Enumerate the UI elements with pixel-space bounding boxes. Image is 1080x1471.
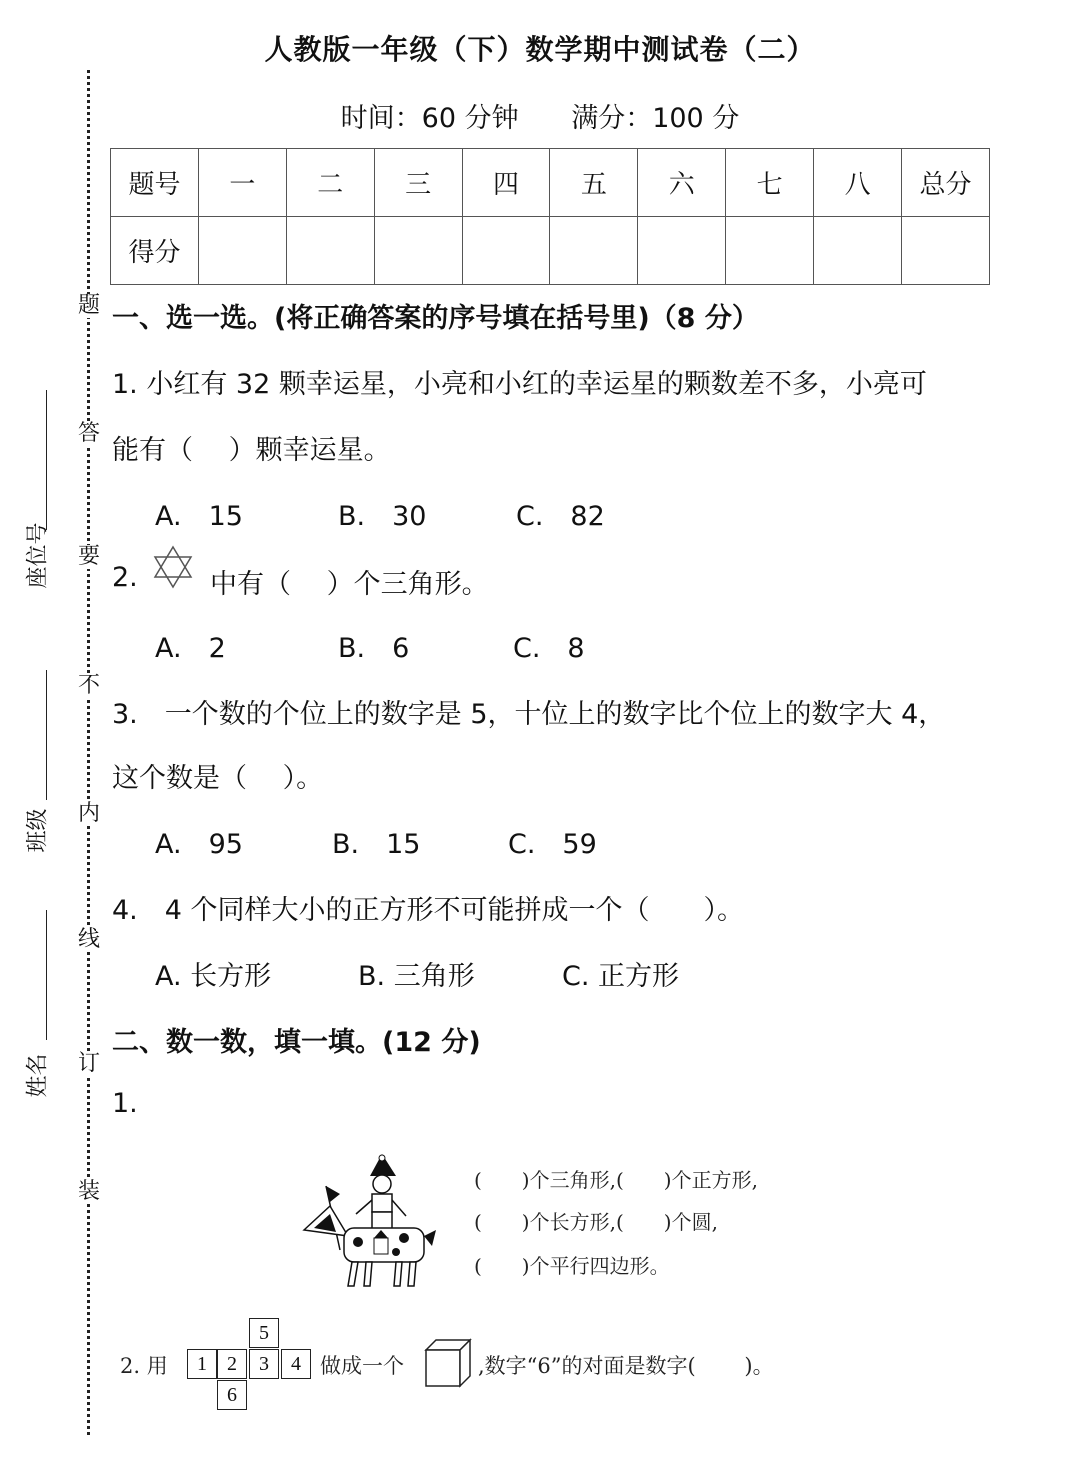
question-number: 2.: [112, 562, 138, 593]
score-table: [110, 148, 990, 285]
question-text: 能有（ ）颗幸运星。: [112, 435, 391, 466]
score-header-cell: 一: [198, 149, 286, 217]
star-of-david-icon: [152, 545, 194, 589]
score-header-cell: 总分: [902, 149, 990, 217]
cube-icon: [424, 1338, 472, 1388]
score-input-cell[interactable]: [550, 217, 638, 285]
section-heading: 一、选一选。(将正确答案的序号填在括号里)（8 分）: [112, 303, 759, 334]
option-b[interactable]: B. 三角形: [358, 961, 475, 992]
option-c[interactable]: C. 8: [513, 633, 585, 664]
shapes-figure-image: [300, 1150, 440, 1296]
question-text: 中有（ ）个三角形。: [210, 569, 489, 600]
net-cell: 3: [249, 1349, 279, 1379]
net-cell: 5: [249, 1318, 279, 1348]
binding-char: 不: [77, 673, 100, 698]
binding-char: 答: [77, 421, 100, 446]
question-text: 1. 小红有 32 颗幸运星，小亮和小红的幸运星的颗数差不多，小亮可: [112, 369, 927, 400]
question-text: ,数字“6”的对面是数字( )。: [478, 1354, 774, 1378]
score-header-cell: 五: [550, 149, 638, 217]
fill-blank-line: ( )个平行四边形。: [474, 1254, 670, 1278]
score-header-cell: 七: [726, 149, 814, 217]
score-header-cell: 四: [462, 149, 550, 217]
binding-char: 订: [77, 1051, 100, 1076]
question-text: 做成一个: [320, 1354, 404, 1378]
page-title: 人教版一年级（下）数学期中测试卷（二）: [264, 33, 816, 66]
score-input-cell[interactable]: [814, 217, 902, 285]
name-label: 姓名: [25, 1053, 51, 1098]
class-label: 班级: [25, 808, 51, 853]
option-b[interactable]: B. 30: [338, 501, 427, 532]
question-text: 3. 一个数的个位上的数字是 5，十位上的数字比个位上的数字大 4，: [112, 699, 946, 730]
score-input-cell[interactable]: [462, 217, 550, 285]
option-a[interactable]: A. 95: [155, 829, 243, 860]
seat-number-blank[interactable]: [46, 390, 47, 530]
binding-char: 要: [77, 544, 100, 569]
score-input-cell[interactable]: [286, 217, 374, 285]
option-c[interactable]: C. 59: [508, 829, 597, 860]
binding-char: 题: [77, 293, 100, 318]
fill-blank-line: ( )个三角形,( )个正方形,: [474, 1168, 758, 1192]
score-header-cell: 六: [638, 149, 726, 217]
score-row-label: 得分: [111, 217, 199, 285]
score-header-cell: 二: [286, 149, 374, 217]
score-table-score-row: [111, 217, 990, 285]
question-text: 4. 4 个同样大小的正方形不可能拼成一个（ ）。: [112, 895, 745, 926]
option-a[interactable]: A. 长方形: [155, 961, 272, 992]
option-b[interactable]: B. 6: [338, 633, 410, 664]
score-header-cell: 八: [814, 149, 902, 217]
fill-blank-line: ( )个长方形,( )个圆,: [474, 1210, 718, 1234]
score-input-cell[interactable]: [726, 217, 814, 285]
binding-dotted-line: [87, 70, 90, 1435]
score-input-cell[interactable]: [198, 217, 286, 285]
option-a[interactable]: A. 2: [155, 633, 226, 664]
question-number: 1.: [112, 1088, 138, 1119]
score-header-cell: 题号: [111, 149, 199, 217]
binding-char: 线: [77, 927, 100, 952]
net-cell: 2: [217, 1349, 247, 1379]
time-limit: 时间：60 分钟: [340, 103, 519, 134]
net-cell: 1: [187, 1349, 217, 1379]
score-input-cell[interactable]: [638, 217, 726, 285]
net-cell: 4: [281, 1349, 311, 1379]
option-c[interactable]: C. 正方形: [562, 961, 680, 992]
class-blank[interactable]: [46, 670, 47, 800]
score-header-cell: 三: [374, 149, 462, 217]
option-c[interactable]: C. 82: [516, 501, 605, 532]
exam-info: [0, 96, 1080, 135]
question-text: 2. 用: [120, 1354, 168, 1378]
name-blank[interactable]: [46, 910, 47, 1040]
net-cell: 6: [217, 1380, 247, 1410]
option-a[interactable]: A. 15: [155, 501, 243, 532]
score-input-cell[interactable]: [902, 217, 990, 285]
option-b[interactable]: B. 15: [332, 829, 421, 860]
section-heading: 二、数一数，填一填。(12 分): [112, 1027, 481, 1058]
full-score: 满分：100 分: [571, 103, 740, 134]
binding-char: 装: [77, 1179, 100, 1204]
score-table-header-row: [111, 149, 990, 217]
question-text: 这个数是（ ）。: [112, 763, 324, 794]
score-input-cell[interactable]: [374, 217, 462, 285]
binding-char: 内: [77, 801, 100, 826]
seat-number-label: 座位号: [25, 522, 51, 589]
